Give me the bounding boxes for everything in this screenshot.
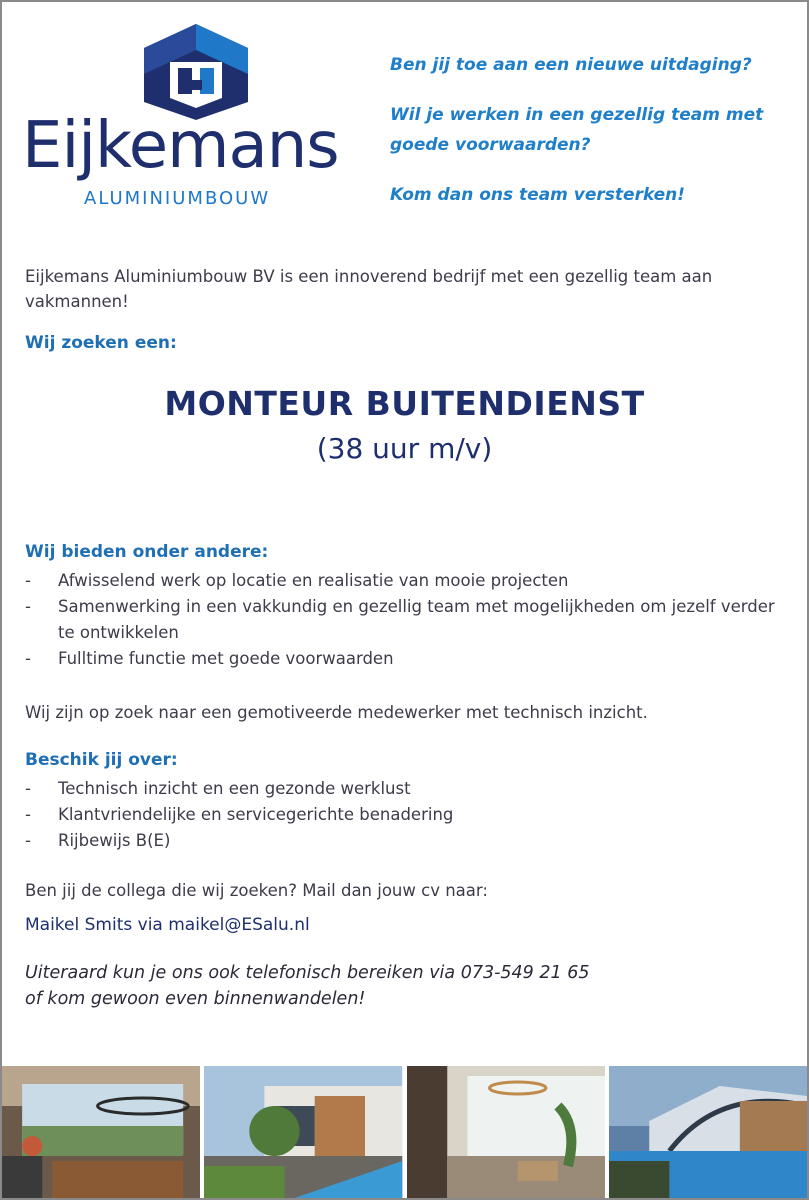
list-item [25,646,785,672]
list-item-text: Afwisselend werk op locatie en realisatie van mooie projecten [58,571,569,590]
list-item-text: Fulltime functie met goede voorwaarden [58,649,394,668]
search-profile-text: Wij zijn op zoek naar een gemotiveerde medewerker met technisch inzicht. [25,703,648,722]
list-dash: - [25,597,31,616]
logo-cube-icon [140,22,252,122]
phone-line-2: of kom gewoon even binnenwandelen! [25,989,366,1009]
list-item [25,802,785,828]
list-item [25,776,785,802]
contact-email[interactable]: Maikel Smits via maikel@ESalu.nl [25,915,310,935]
exterior-pool-photo [204,1066,402,1198]
list-item [25,828,785,854]
list-dash: - [25,571,31,590]
job-hours: (38 uur m/v) [316,432,493,465]
taglines [390,50,800,210]
interior-dining-photo [2,1066,200,1198]
intro-text: Eijkemans Aluminiumbouw BV is een innoverend bedrijf met een gezellig team aan vakmannen! [25,267,713,311]
company-logo [22,22,362,212]
wij-bieden-heading: Wij bieden onder andere: [25,542,269,562]
offer-list [25,568,785,672]
tagline-2: Wil je werken in een gezellig team met goede voorwaarden? [390,105,764,155]
logo-wordmark: Eijkemans [22,109,339,183]
list-dash: - [25,649,31,668]
phone-text [25,960,785,1012]
interior-living-photo [407,1066,605,1198]
list-item-text: Rijbewijs B(E) [58,831,171,850]
photo-strip [2,1066,807,1198]
wij-zoeken-heading: Wij zoeken een: [25,333,177,353]
apply-text: Ben jij de collega die wij zoeken? Mail dan jouw cv naar: [25,881,488,900]
logo-subtitle: ALUMINIUMBOUW [84,188,271,209]
phone-line-1: Uiteraard kun je ons ook telefonisch bereiken via 073-549 21 65 [25,963,590,983]
list-item [25,594,785,646]
requirements-list [25,776,785,854]
list-dash: - [25,831,31,850]
list-dash: - [25,805,31,824]
list-item-text: Technisch inzicht en een gezonde werklust [58,779,411,798]
list-dash: - [25,779,31,798]
list-item-text: Samenwerking in een vakkundig en gezellig team met mogelijkheden om jezelf verder te ontwikkelen [58,597,775,642]
list-item-text: Klantvriendelijke en servicegerichte benadering [58,805,454,824]
tagline-3: Kom dan ons team versterken! [390,185,686,205]
beschik-heading: Beschik jij over: [25,750,178,770]
list-item [25,568,785,594]
job-title: MONTEUR BUITENDIENST [164,384,645,423]
tagline-1: Ben jij toe aan een nieuwe uitdaging? [390,55,752,75]
villa-pool-photo [609,1066,807,1198]
